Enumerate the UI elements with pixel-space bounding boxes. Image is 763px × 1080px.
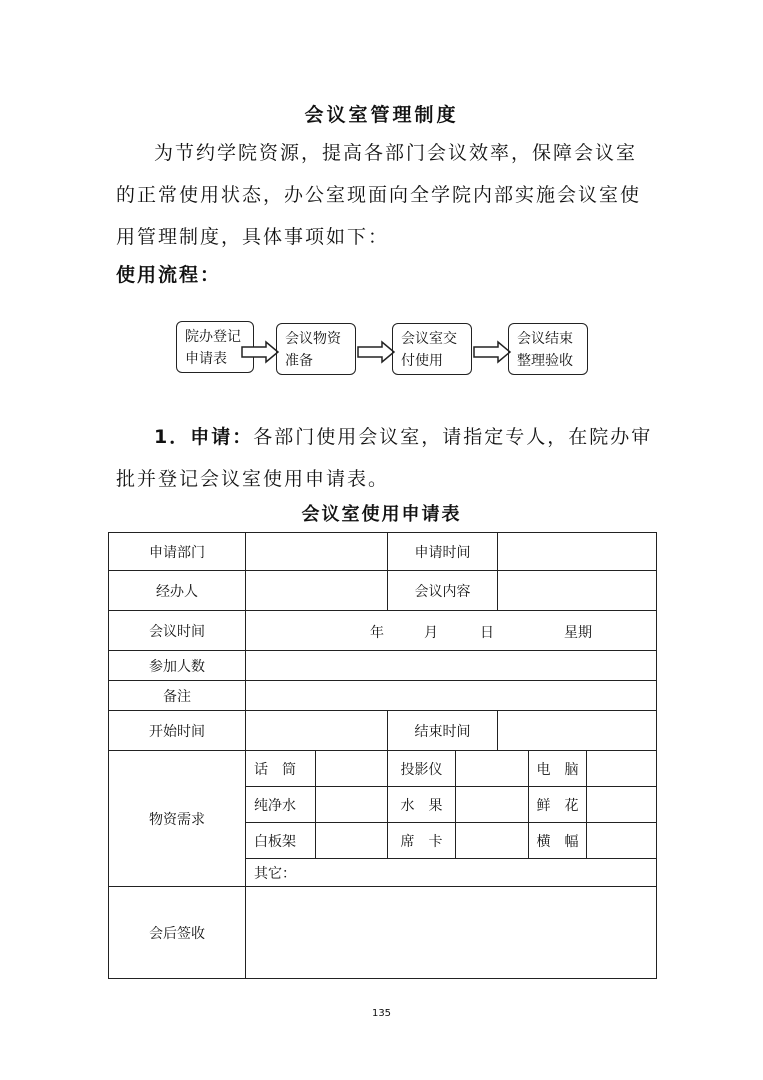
value-end[interactable]: [498, 711, 657, 751]
flow-step-4-line2: 整理验收: [517, 353, 573, 369]
flow-step-1-line2: 申请表: [185, 351, 227, 367]
label-materials: 物资需求: [109, 751, 246, 887]
value-projector[interactable]: [456, 751, 529, 787]
flow-arrow-2: [356, 340, 396, 364]
label-attendees: 参加人数: [109, 651, 246, 681]
value-content[interactable]: [498, 571, 657, 611]
label-banner: 横 幅: [529, 823, 587, 859]
day-label: 日: [480, 624, 494, 641]
value-computer[interactable]: [587, 751, 657, 787]
label-projector: 投影仪: [388, 751, 456, 787]
label-handler: 经办人: [109, 571, 246, 611]
flow-step-2-line1: 会议物资: [285, 331, 341, 347]
table-title: 会议室使用申请表: [301, 504, 462, 525]
label-meeting-time: 会议时间: [109, 611, 246, 651]
label-mic: 话 筒: [246, 751, 316, 787]
value-meeting-time[interactable]: [246, 611, 657, 651]
flow-step-4: [508, 323, 588, 375]
label-end: 结束时间: [388, 711, 498, 751]
label-dept: 申请部门: [109, 533, 246, 571]
value-apply-time[interactable]: [498, 533, 657, 571]
flow-arrow-1: [240, 340, 280, 364]
flow-step-3-line1: 会议室交: [401, 331, 457, 347]
label-apply-time: 申请时间: [388, 533, 498, 571]
label-fruit: 水 果: [388, 787, 456, 823]
page-number: 135: [371, 1008, 392, 1019]
value-fruit[interactable]: [456, 787, 529, 823]
value-banner[interactable]: [587, 823, 657, 859]
value-handler[interactable]: [246, 571, 388, 611]
section-1-label: 1．申请：: [154, 426, 254, 448]
value-signoff[interactable]: [246, 887, 657, 979]
value-remarks[interactable]: [246, 681, 657, 711]
month-label: 月: [424, 624, 438, 641]
label-computer: 电 脑: [529, 751, 587, 787]
value-water[interactable]: [316, 787, 388, 823]
application-form: [108, 532, 657, 979]
label-content: 会议内容: [388, 571, 498, 611]
year-label: 年: [370, 624, 384, 641]
flow-step-3: [392, 323, 472, 375]
flow-heading: 使用流程：: [116, 264, 222, 286]
value-mic[interactable]: [316, 751, 388, 787]
flow-step-1-line1: 院办登记: [185, 329, 241, 345]
label-seat-card: 席 卡: [388, 823, 456, 859]
value-attendees[interactable]: [246, 651, 657, 681]
page-title: 会议室管理制度: [304, 104, 459, 126]
label-other: 其它：: [246, 859, 657, 887]
label-start: 开始时间: [109, 711, 246, 751]
label-signoff: 会后签收: [109, 887, 246, 979]
flow-arrow-3: [472, 340, 512, 364]
value-dept[interactable]: [246, 533, 388, 571]
value-start[interactable]: [246, 711, 388, 751]
flow-step-3-line2: 付使用: [401, 353, 443, 369]
label-flowers: 鲜 花: [529, 787, 587, 823]
intro-paragraph: 为节约学院资源，提高各部门会议效率，保障会议室的正常使用状态，办公室现面向全学院内部实施会议室使用管理制度，具体事项如下：: [116, 142, 642, 248]
weekday-label: 星期: [564, 624, 592, 641]
value-flowers[interactable]: [587, 787, 657, 823]
flow-step-2-line2: 准备: [285, 353, 313, 369]
label-whiteboard: 白板架: [246, 823, 316, 859]
value-whiteboard[interactable]: [316, 823, 388, 859]
section-1-text: 各部门使用会议室，请指定专人，在院办审批并登记会议室使用申请表。: [116, 426, 653, 490]
flow-step-2: [276, 323, 356, 375]
label-water: 纯净水: [246, 787, 316, 823]
value-seat-card[interactable]: [456, 823, 529, 859]
flow-step-4-line1: 会议结束: [517, 331, 573, 347]
label-remarks: 备注: [109, 681, 246, 711]
section-1: [116, 416, 656, 500]
